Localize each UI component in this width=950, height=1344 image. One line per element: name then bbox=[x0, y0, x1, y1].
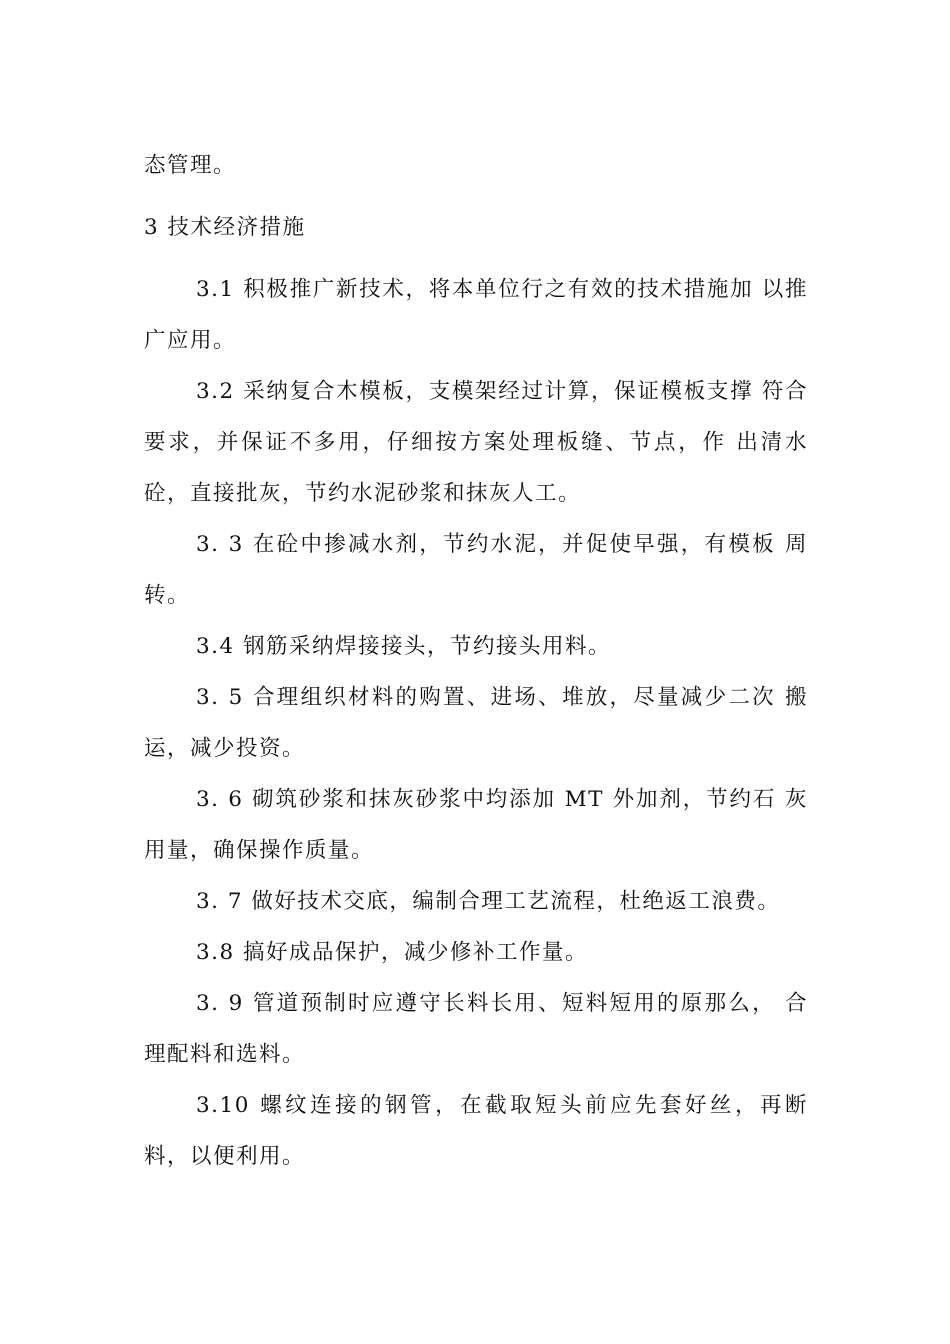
paragraph-3-6: 3. 6 砌筑砂浆和抹灰砂浆中均添加 MT 外加剂，节约石 灰用量，确保操作质量。 bbox=[144, 787, 808, 863]
paragraph-3-1: 3.1 积极推广新技术，将本单位行之有效的技术措施加 以推广应用。 bbox=[144, 277, 808, 353]
paragraph-3-7: 3. 7 做好技术交底，编制合理工艺流程，杜绝返工浪费。 bbox=[196, 889, 781, 914]
document-body bbox=[144, 140, 808, 1182]
paragraph-3-2: 3.2 采纳复合木模板，支模架经过计算，保证模板支撑 符合要求，并保证不多用，仔细按方案处理板缝、节点，作 出清水砼，直接批灰，节约水泥砂浆和抹灰人工。 bbox=[144, 379, 808, 506]
paragraph-3-4: 3.4 钢筋采纳焊接接头，节约接头用料。 bbox=[196, 634, 612, 659]
paragraph-3-3: 3. 3 在砼中掺减水剂，节约水泥，并促使早强，有模板 周转。 bbox=[144, 532, 808, 608]
paragraph-3-9: 3. 9 管道预制时应遵守长料长用、短料短用的原那么， 合理配料和选料。 bbox=[144, 991, 808, 1067]
paragraph-3-10: 3.10 螺纹连接的钢管，在截取短头前应先套好丝，再断料，以便利用。 bbox=[144, 1093, 808, 1169]
paragraph-3-5: 3. 5 合理组织材料的购置、进场、堆放，尽量减少二次 搬运，减少投资。 bbox=[144, 685, 808, 761]
paragraph-3-8: 3.8 搞好成品保护，减少修补工作量。 bbox=[196, 940, 589, 965]
paragraph-continuation: 态管理。 bbox=[144, 153, 237, 178]
section-heading: 3 技术经济措施 bbox=[144, 215, 306, 240]
